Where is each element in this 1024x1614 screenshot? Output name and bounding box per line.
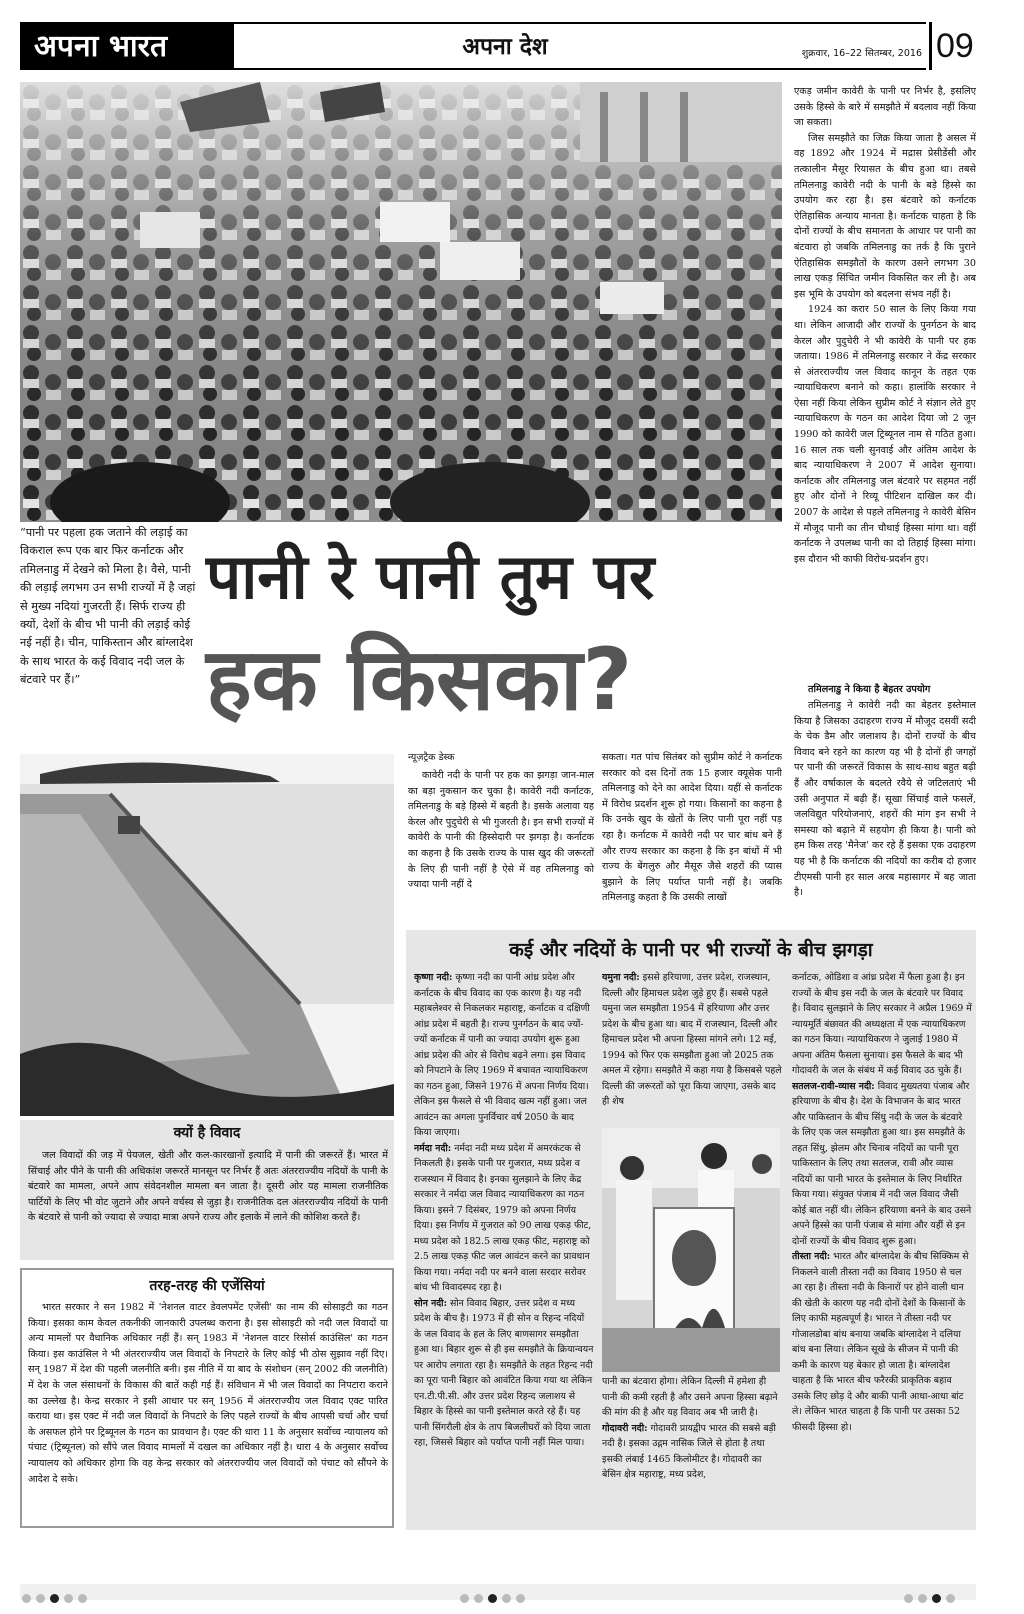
agency-box-title: तरह-तरह की एजेंसियां: [149, 1278, 265, 1294]
dispute-box-text: [28, 1148, 388, 1256]
right-paragraph: तमिलनाडु ने कावेरी नदी का बेहतर इस्तेमाल किया है जिसका उदाहरण राज्य में मौजूद दसवीं सदी के चेक डैम और जलाशय है। दोनों राज्यों के बीच विवाद बने रहने का कारण यह भी है दोनों ही जगहों पर पानी की जरूरतें विकास के साथ-साथ बहुत बढ़ी हैं और वर्षाकाल के बदलते रवैये से जटिलताएं भी उसी अनुपात में बढ़ी हैं। सूखा सिंचाई वाले फसलें, जलविद्युत परियोजनाएं, शहरों की मांग इन सभी ने समस्या को बढ़ाने में सहयोग ही किया है। पानी को हम किस तरह 'मैनेज' कर रहे हैं इसका एक उदाहरण यह भी है कि कर्नाटक की नदियों का करीब दो हजार टीएमसी पानी हर साल अरब महासागर में बह जाता है।: [794, 700, 976, 899]
right-paragraph: जिस समझौते का जिक्र किया जाता है असल में वह 1892 और 1924 में मद्रास प्रेसीडेंसी और तत्कालीन मैसूर रियासत के बीच हुआ था। तबसे तमिलनाडु कावेरी नदी के पानी के बड़े हिस्से का उपयोग कर रहा है। इस बंटवारे को कर्नाटक ऐतिहासिक अन्याय मानता है। कर्नाटक चाहता है कि दोनों राज्यों के बीच समानता के आधार पर पानी का बंटवारा हो जबकि तमिलनाडु का तर्क है कि पुराने ऐतिहासिक समझौतों के कारण उसने लगभग 30 लाख एकड़ सिंचित जमीन विकसित कर ली है। अब इस भूमि के उपयोग को बदलना संभव नहीं है।: [794, 132, 976, 300]
middle-column-a: [408, 768, 594, 926]
river-name: सोन नदी:: [414, 1297, 448, 1309]
river-text: कर्नाटक, ओडिशा व आंध्र प्रदेश में फैला हुआ है। इन राज्यों के बीच इस नदी के जल के बंटवारे पर विवाद है। विवाद सुलझाने के लिए सरकार ने अप्रैल 1969 में न्यायमूर्ति बंछावत की अध्यक्षता में एक न्यायाधिकरण का गठन किया। न्यायाधिकरण ने जुलाई 1980 में अपना अंतिम फैसला सुनाया। इस फैसले के बाद भी गोदावरी के जल के संबंध में कई विवाद उठ चुके हैं।: [792, 972, 972, 1076]
section-title: अपना देश: [462, 33, 548, 60]
river-entry-teesta: [792, 1249, 972, 1435]
footer-dots-right: [904, 1588, 994, 1598]
river-name: कृष्णा नदी:: [414, 972, 453, 983]
river-text: कृष्णा नदी का पानी आंध्र प्रदेश और कर्नाटक के बीच विवाद का एक कारण है। यह नदी महाबलेश्वर से निकलकर महाराष्ट्र, कर्नाटक व दक्षिणी आंध्र प्रदेश में बहती है। राज्य पुनर्गठन के बाद ज्यों-ज्यों कर्नाटक में पानी का ज्यादा उपयोग शुरू हुआ आंध्र प्रदेश की ओर से विरोध बढ़ने लगा। इस विवाद को निपटाने के लिए 1969 में बचावत न्यायाधिकरण का गठन हुआ, जिसने 1976 में अपना निर्णय दिया। लेकिन इस फैसले से भी विवाद खत्म नहीं हुआ। जल आवंटन का अगला पुनर्विचार वर्ष 2050 के बाद किया जाएगा।: [414, 972, 590, 1138]
river-name: सतलज-रावी-व्यास नदी:: [792, 1080, 875, 1092]
dot: [22, 1594, 31, 1603]
right-subheading: तमिलनाडु ने किया है बेहतर उपयोग: [808, 684, 931, 695]
issue-date: शुक्रवार, 16–22 सितम्बर, 2016: [801, 48, 922, 59]
byline: न्यूज़ट्रैक डेस्क: [408, 752, 455, 763]
burning-effigy-image: [602, 1128, 780, 1372]
river-name: यमुना नदी:: [602, 972, 640, 983]
protest-burning-photo: [602, 1128, 780, 1372]
river-entry-yamuna: [602, 970, 782, 1110]
dot: [64, 1594, 73, 1603]
agency-box-text: [28, 1300, 388, 1524]
dot: [932, 1594, 941, 1603]
header-rule: [234, 22, 926, 24]
river-entry-krishna: [414, 970, 594, 1141]
headline-line-1: पानी रे पानी तुम पर: [206, 540, 655, 613]
dot: [918, 1594, 927, 1603]
dam-image: [20, 754, 394, 1116]
protest-crowd-photo: [20, 82, 782, 522]
header-rule-bottom: [234, 68, 926, 70]
page-number-divider: [929, 22, 932, 70]
rivers-column-3: [792, 970, 972, 1526]
river-text: इससे हरियाणा, उत्तर प्रदेश, राजस्थान, दिल्ली और हिमाचल प्रदेश जुड़े हुए हैं। सबसे पहले यमुना जल समझौता 1954 में हरियाणा और उत्तर प्रदेश के बीच हुआ था। बाद में राजस्थान, दिल्ली और हिमाचल प्रदेश भी अपना हिस्सा मांगने लगे। 12 मई, 1994 को फिर एक समझौता हुआ जो 2025 तक अमल में रहेगा। समझौते में कहा गया है किसबसे पहले दिल्ली की जरूरतों को पूरा किया जाएगा, उसके बाद ही शेष: [602, 972, 782, 1107]
river-name: नर्मदा नदी:: [414, 1142, 452, 1154]
footer-dots-center: [460, 1588, 550, 1598]
masthead-title: अपना भारत: [34, 29, 168, 64]
rivers-column-2-bottom: [602, 1374, 782, 1526]
rivers-column-1: [414, 970, 594, 1526]
rivers-box-title: कई और नदियों के पानी पर भी राज्यों के बीच झगड़ा: [509, 939, 873, 961]
dot: [460, 1594, 469, 1603]
river-text: विवाद मुख्यतया पंजाब और हरियाणा के बीच है। देश के विभाजन के बाद भारत और पाकिस्तान के बीच सिंधु नदी के जल के बंटवारे के लिए एक जल समझौता हुआ था। इस समझौते के तहत सिंधु, झेलम और चिनाब नदियों का पानी पूरा पाकिस्तान के लिए तथा सतलज, रावी और व्यास नदियों का पानी भारत के इस्तेमाल के लिए निर्धारित किया गया। संयुक्त पंजाब में नदी जल विवाद जैसी कोई बात नहीं थी। लेकिन हरियाणा बनने के बाद उसने अपने हिस्से का पानी पंजाब से मांगा और यहीं से इन दोनों राज्यों के बीच विवाद शुरू हुआ।: [792, 1080, 972, 1247]
river-entry-son: [414, 1296, 594, 1451]
dot: [946, 1594, 955, 1603]
dispute-text: जल विवादों की जड़ में पेयजल, खेती और कल-कारखानों इत्यादि में पानी की जरूरतें हैं। भारत में सिंचाई और पीने के पानी की अधिकांश जरूरतें मानसून पर निर्भर हैं अतः अंतरराज्यीय नदियों के पानी के बंटवारे का मामला, अपने आप संवेदनशील मामला बन जाता है। दूसरी ओर यह मामला राजनीतिक पार्टियों के लिए भी वोट जुटाने और अपने वर्चस्व से जुड़ा है। राजनीतिक दल अंतरराज्यीय नदियों के पानी के बंटवारे से पानी को ज्यादा से ज्यादा मात्रा अपने राज्य और इलाके में लाने की कोशिश करते हैं।: [28, 1150, 388, 1224]
dispute-box-title: क्यों है विवाद: [173, 1125, 241, 1141]
river-entry-godavari-cont: [792, 970, 972, 1079]
protest-crowd-image: [20, 82, 782, 522]
river-entry-godavari: [602, 1421, 782, 1483]
river-text: सोन विवाद बिहार, उत्तर प्रदेश व मध्य प्रदेश के बीच है। 1973 में ही सोन व रिहन्द नदियों के जल विवाद के हल के लिए बाणसागर समझौता हुआ था। बिहार शुरू से ही इस समझौते के क्रियान्वयन पर आरोप लगाता रहा है। समझौते के तहत रिहन्द नदी का पूरा पानी बिहार को आवंटित किया गया था लेकिन एन.टी.पी.सी. और उत्तर प्रदेश रिहन्द जलाशय से बिहार के हिस्से का पानी इस्तेमाल करते रहे हैं। यह पानी सिंगरौली क्षेत्र के ताप बिजलीघरों को दिया जाता रहा, जिससे बिहार को पर्याप्त पानी नहीं मिल पाया।: [414, 1297, 594, 1448]
river-name: गोदावरी नदी:: [602, 1422, 648, 1434]
middle-column-b: [602, 750, 782, 926]
river-text: नर्मदा नदी मध्य प्रदेश में अमरकंटक से निकलती है। इसके पानी पर गुजरात, मध्य प्रदेश व राजस्थान में विवाद है। इनका सुलझाने के लिए केंद्र सरकार ने नर्मदा जल विवाद न्यायाधिकरण का गठन किया। इसने 7 दिसंबर, 1979 को अपना निर्णय दिया। इस निर्णय में गुजरात को 90 लाख एकड़ फीट, मध्य प्रदेश को 182.5 लाख एकड़ फीट, महाराष्ट्र को 2.5 लाख एकड़ फीट जल आवंटन करने का प्रावधान किया गया। नर्मदा नदी पर बनने वाला सरदार सरोवर बांध भी विवादस्पद रहा है।: [414, 1142, 592, 1293]
river-entry-yamuna-cont: [602, 1374, 782, 1421]
headline-line-2: हक किसका?: [206, 630, 633, 730]
river-text: भारत और बांग्लादेश के बीच सिक्किम से निकलने वाली तीस्ता नदी का विवाद 1950 से चल आ रहा है। तीस्ता नदी के किनारों पर होने वाली धान की खेती के कारण यह नदी दोनों देशों के किसानों के लिए काफी महत्वपूर्ण है। भारत ने तीस्ता नदी पर गोजालडोबा बांध बनाया जबकि बांग्लादेश ने दलिया बांध बना लिया। लेकिन सूखे के सीजन में पानी की कमी के कारण यह बेकार हो जाता है। बांग्लादेश चाहता है कि भारत बीच फरैरकी प्राकृतिक बहाव उसके लिए छोड़ दे और बाकी पानी आधा-आधा बांट ले। लेकिन भारत चाहता है कि पानी पर उसका 52 फीसदी हिस्सा हो।: [792, 1251, 969, 1433]
river-text: पानी का बंटवारा होगा। लेकिन दिल्ली में हमेशा ही पानी की कमी रहती है और उसने अपना हिस्सा बढ़ाने की मांग की है और यह विवाद अब भी जारी है।: [602, 1376, 778, 1418]
dam-photo: [20, 754, 394, 1116]
middle-paragraph: सकता। गत पांच सितंबर को सुप्रीम कोर्ट ने कर्नाटक सरकार को दस दिनों तक 15 हजार क्यूसेक पानी तमिलनाडु को देने का आदेश दिया। यहीं से कर्नाटक में विरोध प्रदर्शन शुरू हो गया। किसानों का कहना है कि उनके खुद के खेतों के लिए पानी पूरा नहीं पड़ रहा है। कर्नाटक में कावेरी नदी पर चार बांध बने हैं और राज्य सरकार का कहना है कि इन बांधों में भी राज्य के बेंगलुरु और मैसूरु जैसे शहरों की प्यास बुझाने के लिए पर्याप्त पानी नहीं है। जबकि तमिलनाडु कहता है कि उसकी लाखों: [602, 752, 782, 904]
river-entry-narmada: [414, 1141, 594, 1296]
right-paragraph: एकड़ जमीन कावेरी के पानी पर निर्भर है, इसलिए उसके हिस्से के बारे में समझौते में बदलाव नहीं किया जा सकता।: [794, 86, 976, 129]
agency-text: भारत सरकार ने सन 1982 में 'नेशनल वाटर डेवलपमेंट एजेंसी' का नाम की सोसाइटी का गठन किया। इसका काम केवल तकनीकी जानकारी उपलब्ध कराना है। इस सोसाइटी को नदी जल विवादों या अन्य मामलों पर वैधानिक अधिकार नहीं हैं। सन् 1983 में 'नेशनल वाटर रिसोर्स काउंसिल' का गठन किया। इस काउंसिल ने भी अंतरराज्यीय जल विवादों के निपटारे के लिए कोई भी ठोस सुझाव नहीं दिए। सन् 1987 में देश की पहली जलनीति बनी। इस नीति में या बाद के संशोधन (सन् 2002 की जलनीति) में देश के जल संसाधनों के विकास की बातें कही गई हैं। संविधान में भी जल विवादों का निपटारा कराने का उल्लेख है। केन्द्र सरकार ने इसी आधार पर सन् 1956 में अंतरराज्यीय जल विवाद एक्ट पारित कराया था। इस एक्ट में नदी जल विवादों के निपटारे के लिए पहले राज्यों के बीच आपसी चर्चा और चर्चा के असफल होने पर ट्रिब्यूनल के गठन का प्रावधान है। एक्ट की धारा 11 के अनुसार सर्वोच्च न्यायालय को पंचाट (ट्रिब्यूनल) को सौंपे जल विवाद मामलों में दखल का अधिकार नहीं है। धारा 4 के अनुसार सर्वोच्च न्यायालय को अधिकार होगा कि वह केन्द्र सरकार को अंतरराज्यीय जल विवादों को पंचाट को सौंपने के आदेश दे सके।: [28, 1302, 388, 1485]
river-name: तीस्ता नदी:: [792, 1251, 831, 1262]
middle-paragraph: कावेरी नदी के पानी पर हक का झगड़ा जान-माल का बड़ा नुकसान कर चुका है। कावेरी नदी कर्नाटक, तमिलनाडु के बड़े हिस्से में बहती है। इसके अलावा यह केरल और पुदुचेरी से भी गुजरती है। इन सभी राज्यों में कावेरी के पानी की हिस्सेदारी पर झगड़ा है। कर्नाटक का कहना है कि उसके राज्य के पास खुद की जरूरतों के लिए ही पानी नहीं है ऐसे में वह तमिलनाडु को ज्यादा पानी नहीं दे: [408, 770, 594, 891]
dot: [502, 1594, 511, 1603]
river-text: गोदावरी प्रायद्वीप भारत की सबसे बड़ी नदी है। इसका उद्गम नासिक जिले से होता है तथा इसकी लंबाई 1465 किलोमीटर है। गोदावरी का बेसिन क्षेत्र महाराष्ट्र, मध्य प्रदेश,: [602, 1422, 776, 1480]
dot: [50, 1594, 59, 1603]
right-paragraph: 1924 का करार 50 साल के लिए किया गया था। लेकिन आजादी और राज्यों के पुनर्गठन के बाद केरल और पुदुचेरी ने भी कावेरी के पानी पर हक जताया। 1986 में तमिलनाडु सरकार ने केंद्र सरकार से अंतरराज्यीय जल विवाद कानून के तहत एक न्यायाधिकरण बनाने को कहा। हालांकि सरकार ने ऐसा नहीं किया लेकिन सुप्रीम कोर्ट ने संज्ञान लेते हुए न्यायाधिकरण के गठन का आदेश दिया जो 2 जून 1990 को कावेरी जल ट्रिब्यूनल नाम से गठित हुआ। 16 साल तक चली सुनवाई और अंतिम आदेश के बाद न्यायाधिकरण ने 2007 में आदेश सुनाया। कर्नाटक और तमिलनाडु जल बंटवारे पर सहमत नहीं हुए और दोनों ने रिव्यू पीटिशन दाखिल कर दी। 2007 के आदेश से पहले तमिलनाडु ने कावेरी बेसिन में मौजूद पानी का तीन चौथाई हिस्सा मांगा था। वहीं कर्नाटक ने उपलब्ध पानी का दो तिहाई हिस्सा मांगा। इस दौरान भी काफी विरोध-प्रदर्शन हुए।: [794, 304, 976, 565]
dot: [904, 1594, 913, 1603]
right-article-column: [794, 84, 976, 680]
river-entry-sutlej: [792, 1079, 972, 1250]
pull-quote: “पानी पर पहला हक जताने की लड़ाई का विकराल रूप एक बार फिर कर्नाटक और तमिलनाडु में देखने को मिला है। वैसे, पानी की लड़ाई लगभग उन सभी राज्यों में है जहां से मुख्य नदियां गुजरती हैं। सिर्फ राज्य ही क्यों, देशों के बीच भी पानी की लड़ाई कोई नई नहीं है। चीन, पाकिस्तान और बांग्लादेश के साथ भारत के कई विवाद नदी जल के बंटवारे पर हैं।”: [20, 526, 196, 687]
dot: [488, 1594, 497, 1603]
footer-dots-left: [22, 1588, 112, 1598]
page-number: 09: [936, 27, 974, 65]
dot: [78, 1594, 87, 1603]
right-article-column-2: [794, 698, 976, 922]
dot: [516, 1594, 525, 1603]
dot: [36, 1594, 45, 1603]
dot: [474, 1594, 483, 1603]
rivers-column-2-top: [602, 970, 782, 1126]
